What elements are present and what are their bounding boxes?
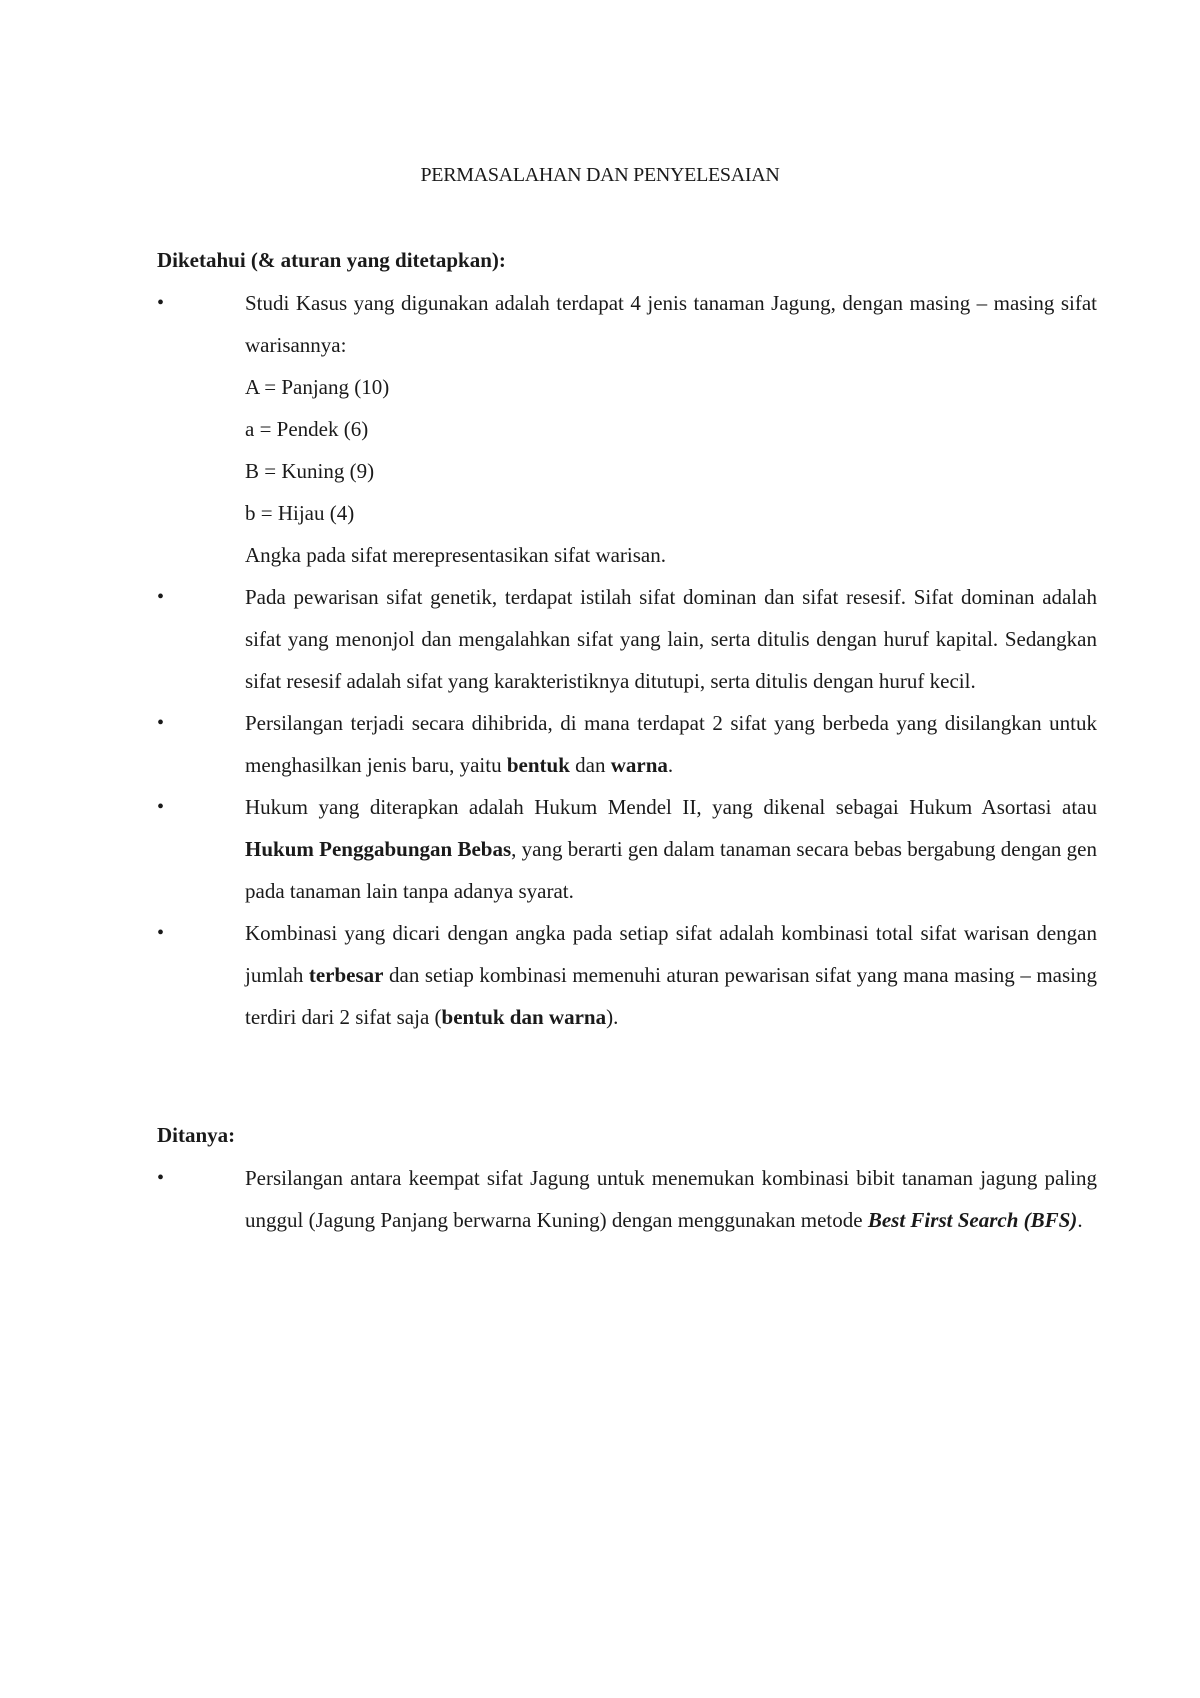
ditanya-heading: Ditanya: xyxy=(157,1123,236,1147)
list-item xyxy=(157,576,1097,702)
item-text: Persilangan antara keempat sifat Jagung untuk menemukan kombinasi bibit tanaman jagung paling unggul (Jagung Panjang berwarna Kuning) dengan menggunakan metode xyxy=(245,1166,1097,1232)
bullet-icon: • xyxy=(157,712,165,734)
item-text: Pada pewarisan sifat genetik, terdapat istilah sifat dominan dan sifat resesif. Sifat dominan adalah sifat yang menonjol dan mengalahkan sifat yang lain, serta ditulis dengan huruf kapital. Sedangkan sifat resesif adalah sifat yang karakteristiknya ditutupi, serta ditulis dengan huruf kecil. xyxy=(245,585,1097,693)
item-closing-text: Angka pada sifat merepresentasikan sifat warisan. xyxy=(245,543,667,567)
bold-term: bentuk dan warna xyxy=(441,1005,607,1029)
bullet-icon: • xyxy=(157,292,165,314)
item-text: Kombinasi yang dicari dengan angka pada setiap sifat adalah kombinasi total sifat warisan dengan jumlah xyxy=(245,921,1097,987)
item-text: Studi Kasus yang digunakan adalah terdapat 4 jenis tanaman Jagung, dengan masing – masing sifat warisannya: xyxy=(245,291,1097,357)
item-text: dan xyxy=(569,753,611,777)
bold-term: warna xyxy=(610,753,668,777)
ditanya-list xyxy=(157,1157,1097,1241)
list-item xyxy=(157,282,1097,576)
bold-italic-term: Best First Search (BFS) xyxy=(867,1208,1078,1232)
bold-term: bentuk xyxy=(506,753,570,777)
trait-line: a = Pendek (6) xyxy=(245,417,369,441)
trait-line: B = Kuning (9) xyxy=(245,459,375,483)
item-text: dan setiap kombinasi memenuhi aturan pewarisan sifat yang mana masing – masing terdiri dari 2 sifat saja ( xyxy=(245,963,1097,1029)
list-item xyxy=(157,912,1097,1038)
item-text: . xyxy=(667,753,674,777)
bullet-icon: • xyxy=(157,796,165,818)
list-item xyxy=(157,786,1097,912)
page-title: PERMASALAHAN DAN PENYELESAIAN xyxy=(420,164,780,186)
bullet-icon: • xyxy=(157,1167,165,1189)
bold-term: terbesar xyxy=(308,963,384,987)
item-text: . xyxy=(1077,1208,1083,1232)
item-text: Persilangan terjadi secara dihibrida, di mana terdapat 2 sifat yang berbeda yang disilangkan untuk menghasilkan jenis baru, yaitu xyxy=(245,711,1097,777)
item-text: ). xyxy=(606,1005,619,1029)
trait-line: A = Panjang (10) xyxy=(245,375,390,399)
list-item xyxy=(157,702,1097,786)
item-text: , yang berarti gen dalam tanaman secara bebas bergabung dengan gen pada tanaman lain tanpa adanya syarat. xyxy=(245,837,1097,903)
diketahui-list xyxy=(157,282,1097,1038)
bullet-icon: • xyxy=(157,922,165,944)
trait-line: b = Hijau (4) xyxy=(245,501,355,525)
diketahui-heading: Diketahui (& aturan yang ditetapkan): xyxy=(157,248,506,272)
bold-term: Hukum Penggabungan Bebas xyxy=(245,837,512,861)
list-item xyxy=(157,1157,1097,1241)
item-text: Hukum yang diterapkan adalah Hukum Mendel II, yang dikenal sebagai Hukum Asortasi atau xyxy=(245,795,1097,819)
bullet-icon: • xyxy=(157,586,165,608)
